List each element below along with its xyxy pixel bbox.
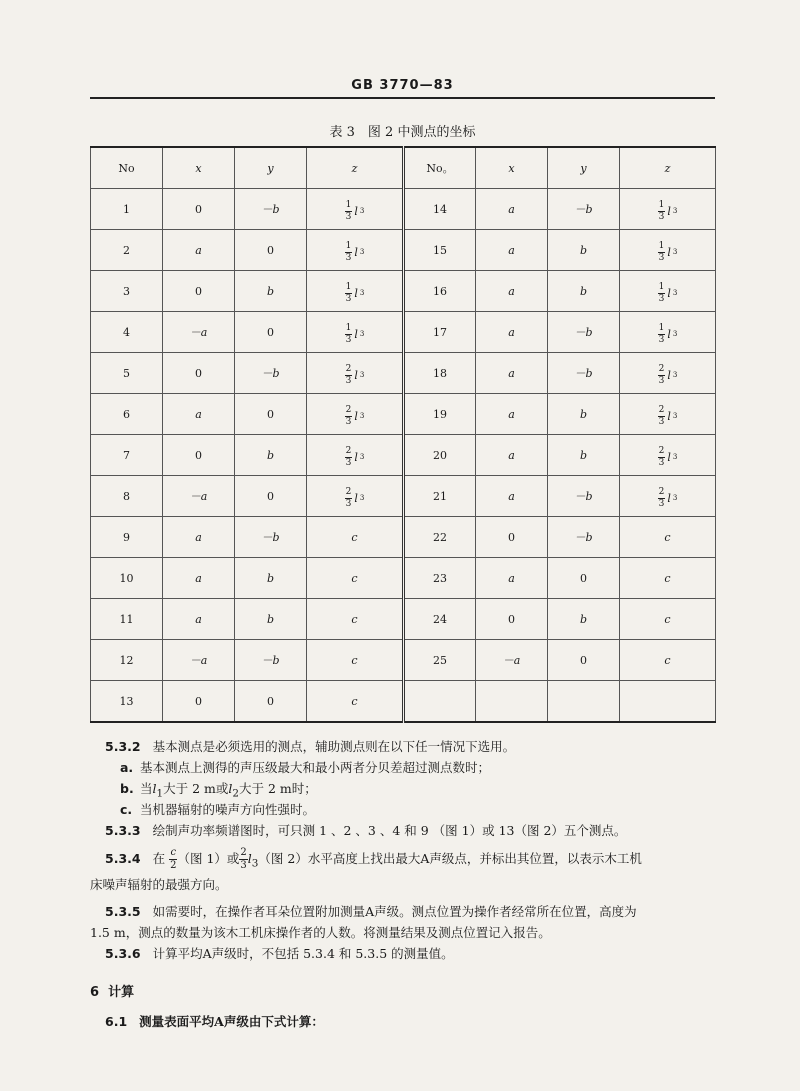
z-cell [620,681,716,723]
table-body [91,189,716,723]
column-header: y [548,147,620,189]
z-fraction-cell [620,312,716,353]
fraction-value [658,365,678,386]
variable-l: l [354,491,358,505]
subscript: 3 [672,289,678,297]
subsection-text: 测量表面平均A声级由下式计算： [139,1014,324,1029]
z-fraction-cell [620,189,716,230]
subscript: 3 [359,330,365,338]
section-title: 计算 [108,985,135,1000]
fraction [658,365,666,386]
numerator: 2 [345,486,352,497]
clause-5-3-3 [105,822,720,840]
y-cell: －b [235,189,307,230]
fraction [658,324,666,345]
subscript: 3 [359,494,365,502]
x-cell: －a [163,312,235,353]
z-fraction-cell [620,435,716,476]
x-cell: a [476,230,548,271]
fraction-value [658,283,678,304]
fraction [658,242,666,263]
variable-l: l [667,245,671,259]
row-number-cell: 25 [404,640,476,681]
y-cell: －b [235,640,307,681]
x-cell: a [476,476,548,517]
clause-5-3-4 [105,848,720,873]
row-number-cell: 22 [404,517,476,558]
row-number-cell: 5 [91,353,163,394]
row-number-cell: 23 [404,558,476,599]
row-number-cell: 19 [404,394,476,435]
clause-item-c [120,801,720,819]
fraction-value [658,447,678,468]
y-cell [548,681,620,723]
table-row [91,312,716,353]
fraction [345,406,353,427]
numerator: 2 [345,404,352,415]
variable-l: l [354,327,358,341]
z-fraction-cell [307,189,404,230]
row-number-cell: 21 [404,476,476,517]
table-row [91,599,716,640]
fraction-value [345,488,365,509]
fraction-2-over-3 [239,848,247,871]
y-cell: b [548,599,620,640]
z-cell: c [307,640,404,681]
z-cell: c [620,599,716,640]
denominator: 3 [345,293,352,304]
table-row [91,189,716,230]
fraction [345,447,353,468]
fraction-value [345,406,365,427]
y-cell: 0 [235,394,307,435]
document-header: GB 3770—83 [351,78,454,93]
variable-l: l [667,409,671,423]
row-number-cell: 6 [91,394,163,435]
numerator: 2 [658,363,665,374]
clause-number: 5.3.4 [105,851,141,866]
row-number-cell: 16 [404,271,476,312]
y-cell: b [548,271,620,312]
clause-text: 基本测点是必须选用的测点，辅助测点则在以下任一情况下选用。 [152,739,516,754]
var-sub: 1 [156,787,164,800]
numerator: 1 [658,281,665,292]
denominator: 2 [170,860,177,871]
x-cell: a [476,353,548,394]
table-row [91,640,716,681]
subscript: 3 [359,289,365,297]
y-cell: 0 [235,312,307,353]
y-cell: 0 [548,640,620,681]
fraction [345,365,353,386]
denominator: 3 [345,334,352,345]
variable-l: l [667,491,671,505]
y-cell: －b [548,476,620,517]
variable-l: l [354,286,358,300]
numerator: 2 [240,847,247,858]
denominator: 3 [345,211,352,222]
fraction [345,201,353,222]
fraction-value [658,201,678,222]
z-fraction-cell [307,353,404,394]
section-number: 6 [90,985,100,1000]
z-fraction-cell [620,394,716,435]
denominator: 3 [345,375,352,386]
fraction-value [658,324,678,345]
fraction-value [658,242,678,263]
table-row [91,476,716,517]
clause-text: 计算平均A声级时，不包括 5.3.4 和 5.3.5 的测量值。 [152,946,454,961]
y-cell: 0 [548,558,620,599]
variable-l: l [354,450,358,464]
x-cell: a [476,271,548,312]
row-number-cell: 17 [404,312,476,353]
clause-text-post: （图 2）水平高度上找出最大A声级点，并标出其位置，以表示木工机 [258,851,642,866]
table-row [91,394,716,435]
subscript: 3 [672,248,678,256]
y-cell: b [235,599,307,640]
y-cell: b [235,558,307,599]
fraction-value [345,283,365,304]
column-header: z [620,147,716,189]
row-number-cell: 20 [404,435,476,476]
column-header: x [476,147,548,189]
clause-5-3-4-continuation: 床噪声辐射的最强方向。 [90,877,228,892]
item-label: b. [120,781,134,796]
x-cell: 0 [163,435,235,476]
table-row [91,353,716,394]
denominator: 3 [658,375,665,386]
section-6-1 [105,1012,324,1030]
subscript: 3 [672,207,678,215]
row-number-cell: 1 [91,189,163,230]
subsection-number: 6.1 [105,1014,128,1029]
numerator: 1 [345,240,352,251]
variable-l: l [667,368,671,382]
table-row [91,681,716,723]
z-fraction-cell [307,271,404,312]
row-number-cell: 15 [404,230,476,271]
x-cell: a [476,189,548,230]
z-fraction-cell [307,230,404,271]
x-cell: a [163,230,235,271]
clause-number: 5.3.5 [105,904,141,919]
fraction [658,406,666,427]
fraction-value [658,406,678,427]
clause-number: 5.3.2 [105,739,141,754]
clause-5-3-2 [105,738,720,756]
denominator: 3 [658,211,665,222]
fraction [345,488,353,509]
z-cell: c [307,681,404,723]
item-text-pre: 当 [140,781,153,796]
denominator: 3 [658,457,665,468]
denominator: 3 [345,252,352,263]
subscript: 3 [359,207,365,215]
x-cell: a [476,312,548,353]
variable-l: l [354,204,358,218]
denominator: 3 [658,293,665,304]
var-l: l [228,781,233,796]
fraction-value [345,201,365,222]
row-number-cell: 9 [91,517,163,558]
variable-l: l [667,327,671,341]
numerator: 1 [345,322,352,333]
y-cell: 0 [235,476,307,517]
item-text-mid: 大于 2 m或 [163,781,229,796]
clause-number: 5.3.6 [105,946,141,961]
clause-5-3-5 [105,903,720,921]
z-cell: c [620,558,716,599]
x-cell: a [163,558,235,599]
row-number-cell: 4 [91,312,163,353]
y-cell: 0 [235,230,307,271]
header-rule [90,97,715,99]
numerator: 2 [658,486,665,497]
row-number-cell: 13 [91,681,163,723]
fraction-value [658,488,678,509]
table-row [91,230,716,271]
y-cell: －b [235,517,307,558]
var-l: l [247,851,252,866]
z-fraction-cell [620,476,716,517]
fraction-value [345,365,365,386]
x-cell: a [476,558,548,599]
x-cell: －a [163,476,235,517]
numerator: 1 [658,199,665,210]
table-row [91,558,716,599]
item-label: c. [120,802,133,817]
x-cell: 0 [163,681,235,723]
x-cell: a [476,435,548,476]
subscript: 3 [672,330,678,338]
y-cell: －b [548,312,620,353]
numerator: 1 [658,240,665,251]
item-label: a. [120,760,134,775]
denominator: 3 [345,498,352,509]
numerator: 2 [345,363,352,374]
numerator: 2 [658,404,665,415]
row-number-cell: 2 [91,230,163,271]
row-number-cell: 7 [91,435,163,476]
subscript: 3 [359,453,365,461]
z-fraction-cell [620,353,716,394]
z-cell: c [307,517,404,558]
numerator: 2 [658,445,665,456]
z-cell: c [307,558,404,599]
coordinates-table [90,146,716,723]
variable-l: l [354,368,358,382]
subscript: 3 [672,494,678,502]
fraction [658,201,666,222]
y-cell: －b [548,353,620,394]
subscript: 3 [359,248,365,256]
var-sub: 3 [251,857,259,870]
z-cell: c [620,640,716,681]
y-cell: b [548,394,620,435]
subscript: 3 [359,412,365,420]
fraction-value [345,242,365,263]
fraction [345,283,353,304]
x-cell: 0 [163,189,235,230]
z-fraction-cell [620,271,716,312]
variable-l: l [667,204,671,218]
x-cell: 0 [476,599,548,640]
fraction-value [345,447,365,468]
x-cell: 0 [476,517,548,558]
variable-l: l [354,409,358,423]
column-header: x [163,147,235,189]
table-row [91,435,716,476]
clause-5-3-5-continuation: 1.5 m，测点的数量为该木工机床操作者的人数。将测量结果及测点位置记入报告。 [90,925,551,940]
variable-l: l [667,286,671,300]
fraction [658,447,666,468]
item-text-post: 大于 2 m时； [239,781,317,796]
fraction [658,283,666,304]
x-cell: a [163,394,235,435]
column-header: z [307,147,404,189]
subscript: 3 [672,412,678,420]
subscript: 3 [359,371,365,379]
x-cell: －a [476,640,548,681]
clause-text: 绘制声功率频谱图时，可只测 1 、2 、3 、4 和 9 （图 1）或 13（图 2）五个测点。 [152,823,627,838]
x-cell: －a [163,640,235,681]
y-cell: －b [548,189,620,230]
table-caption: 表 3 图 2 中测点的坐标 [329,125,476,140]
y-cell: b [548,230,620,271]
z-fraction-cell [307,435,404,476]
y-cell: b [235,271,307,312]
x-cell: a [163,599,235,640]
row-number-cell: 11 [91,599,163,640]
table-row [91,517,716,558]
row-number-cell: 8 [91,476,163,517]
fraction [345,324,353,345]
column-header: No [91,147,163,189]
denominator: 3 [345,416,352,427]
fraction-value [345,324,365,345]
y-cell: 0 [235,681,307,723]
numerator: 1 [658,322,665,333]
numerator: 2 [345,445,352,456]
x-cell [476,681,548,723]
x-cell: 0 [163,271,235,312]
denominator: 3 [658,498,665,509]
z-fraction-cell [620,230,716,271]
var-sub: 2 [232,787,240,800]
clause-item-b [120,780,720,803]
row-number-cell [404,681,476,723]
y-cell: －b [235,353,307,394]
clause-number: 5.3.3 [105,823,141,838]
y-cell: －b [548,517,620,558]
table-header-row [91,147,716,189]
numerator: c [170,847,177,858]
clause-item-a [120,759,720,777]
var-l: l [152,781,157,796]
denominator: 3 [658,416,665,427]
subscript: 3 [672,371,678,379]
clause-text: 如需要时，在操作者耳朵位置附加测量A声级。测点位置为操作者经常所在位置，高度为 [152,904,637,919]
row-number-cell: 18 [404,353,476,394]
row-number-cell: 14 [404,189,476,230]
numerator: 1 [345,199,352,210]
x-cell: a [476,394,548,435]
denominator: 3 [345,457,352,468]
y-cell: b [548,435,620,476]
x-cell: 0 [163,353,235,394]
clause-5-3-6 [105,945,720,963]
clause-text-mid: （图 1）或 [177,851,240,866]
table-row [91,271,716,312]
numerator: 1 [345,281,352,292]
denominator: 3 [658,334,665,345]
z-cell: c [307,599,404,640]
z-fraction-cell [307,476,404,517]
variable-l: l [354,245,358,259]
denominator: 3 [658,252,665,263]
z-fraction-cell [307,312,404,353]
row-number-cell: 24 [404,599,476,640]
variable-l: l [667,450,671,464]
section-6-heading [90,981,134,1000]
z-fraction-cell [307,394,404,435]
row-number-cell: 3 [91,271,163,312]
row-number-cell: 12 [91,640,163,681]
fraction [345,242,353,263]
fraction [658,488,666,509]
denominator: 3 [240,860,247,871]
clause-text-pre: 在 [152,851,166,866]
column-header: y [235,147,307,189]
row-number-cell: 10 [91,558,163,599]
y-cell: b [235,435,307,476]
item-text: 当机器辐射的噪声方向性强时。 [140,802,316,817]
subscript: 3 [672,453,678,461]
item-text: 基本测点上测得的声压级最大和最小两者分贝差超过测点数时； [140,760,491,775]
z-cell: c [620,517,716,558]
x-cell: a [163,517,235,558]
column-header: No。 [404,147,476,189]
